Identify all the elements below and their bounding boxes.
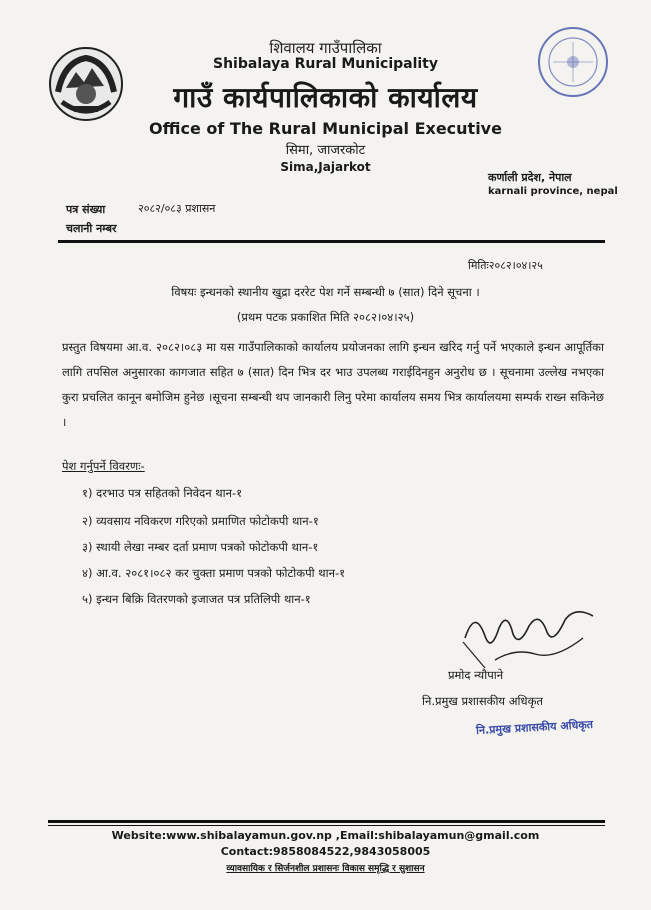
header-divider bbox=[58, 240, 605, 243]
list-item: २) व्यवसाय नविकरण गरिएको प्रमाणित फोटोकपी थान-१ bbox=[82, 514, 319, 528]
list-item: ५) इन्धन बिक्रि वितरणको इजाजत पत्र प्रतिलिपी थान-१ bbox=[82, 592, 311, 606]
footer-website-email: Website:www.shibalayamun.gov.np ,Email:shibalayamun@gmail.com bbox=[111, 829, 540, 842]
province-np: कर्णाली प्रदेश, नेपाल bbox=[488, 171, 572, 184]
office-title-np: गाउँ कार्यपालिकाको कार्यालय bbox=[173, 81, 478, 114]
location-en: Sima,Jajarkot bbox=[280, 160, 371, 174]
signatory-title: नि.प्रमुख प्रशासकीय अधिकृत bbox=[422, 694, 543, 708]
letter-number-value: २०८२/०८३ प्रशासन bbox=[138, 202, 216, 215]
list-item: १) दरभाउ पत्र सहितको निवेदन थान-१ bbox=[82, 486, 243, 500]
letter-number-label: पत्र संख्या bbox=[66, 203, 106, 216]
footer-contact: Contact:9858084522,9843058005 bbox=[220, 845, 431, 858]
notice-date: मितिः२०८२।०४।२५ bbox=[468, 259, 543, 272]
province-en: karnali province, nepal bbox=[488, 186, 618, 197]
location-np: सिमा, जाजरकोट bbox=[285, 143, 366, 158]
list-item: ४) आ.व. २०८१।०८२ कर चुक्ता प्रमाण पत्रको फोटोकपी थान-१ bbox=[82, 566, 346, 580]
office-title-en: Office of The Rural Municipal Executive bbox=[149, 119, 502, 138]
notice-subject: विषयः इन्धनको स्थानीय खुद्रा दररेट पेश गर्ने सम्बन्धी ७ (सात) दिने सूचना । bbox=[171, 285, 480, 299]
list-item: ३) स्थायी लेखा नम्बर दर्ता प्रमाण पत्रको फोटोकपी थान-१ bbox=[82, 540, 319, 554]
footer-slogan: व्यावसायिक र सिर्जनशील प्रशासनः विकास समृद्धि र सुशासन bbox=[226, 864, 425, 874]
municipality-name-en: Shibalaya Rural Municipality bbox=[213, 56, 438, 72]
footer-divider-thin bbox=[48, 825, 605, 826]
signatory-name: प्रमोद न्यौपाने bbox=[448, 668, 504, 682]
handwritten-signature bbox=[455, 598, 605, 678]
signatory-stamp: नि.प्रमुख प्रशासकीय अधिकृत bbox=[475, 717, 594, 738]
municipality-name-np: शिवालय गाउँपालिका bbox=[269, 39, 382, 57]
dispatch-number-label: चलानी नम्बर bbox=[66, 222, 117, 235]
notice-body: प्रस्तुत विषयमा आ.व. २०८२।०८३ मा यस गाउँपालिकाको कार्यालय प्रयोजनका लागि इन्धन खरिद गर्नु पर्ने भएकाले इन्धन आपूर्तिका लागि तपसिल अनुसारका कागजात सहित ७ (सात) दिन भित्र दर भाउ उपलब्ध गराईदिनहुन अनुरोध छ । सूचनामा उल्लेख नभएका कुरा प्रचलित कानून बमोजिम हुनेछ ।सूचना सम्बन्धी थप जानकारी लिनु परेमा कार्यालय समय भित्र कार्यालयमा सम्पर्क राख्न सकिनेछ । bbox=[62, 340, 604, 429]
required-documents-heading: पेश गर्नुपर्ने विवरणः- bbox=[62, 459, 145, 473]
footer-divider bbox=[48, 820, 605, 823]
first-published-date: (प्रथम पटक प्रकाशित मिति २०८२।०४।२५) bbox=[236, 310, 415, 324]
